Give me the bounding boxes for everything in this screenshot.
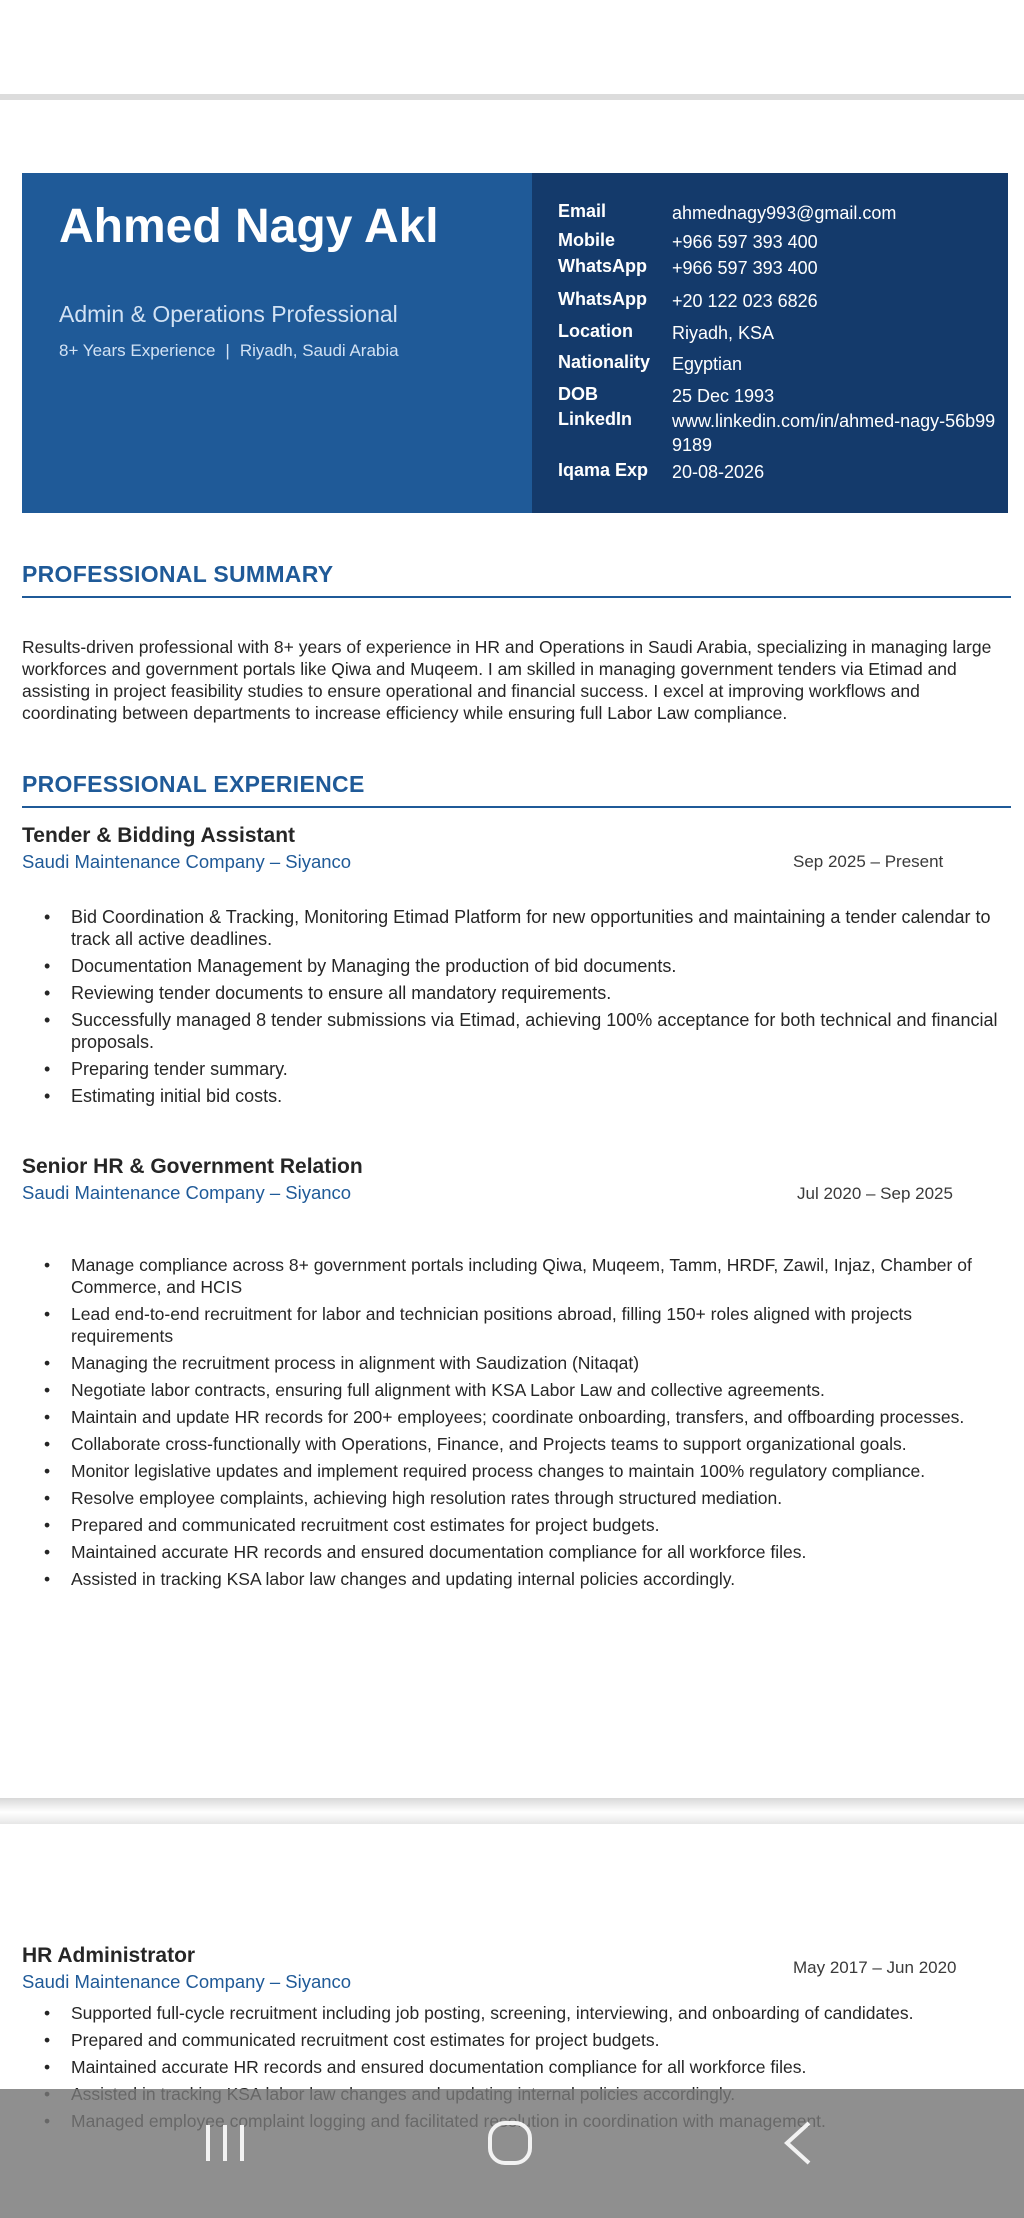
contact-panel	[532, 173, 1008, 513]
contact-label: Email	[558, 201, 607, 221]
recent-apps-button[interactable]	[190, 2111, 260, 2171]
header-left-panel	[22, 173, 532, 513]
job-title: Senior HR & Government Relation	[22, 1155, 363, 1178]
contact-label: Iqama Exp	[558, 460, 649, 480]
contact-label: WhatsApp	[558, 289, 647, 309]
list-item: • Prepared and communicated recruitment cost estimates for project budgets.	[22, 2029, 1002, 2051]
list-item: • Estimating initial bid costs.	[22, 1085, 1002, 1107]
job-bullets	[22, 1254, 1002, 1595]
list-item: • Preparing tender summary.	[22, 1058, 1002, 1080]
job-bullets	[22, 906, 1002, 1112]
candidate-name: Ahmed Nagy Akl	[59, 200, 439, 253]
home-icon	[475, 2111, 545, 2171]
back-button[interactable]	[765, 2111, 835, 2171]
contact-label: LinkedIn	[558, 409, 633, 429]
job-company: Saudi Maintenance Company – Siyanco	[22, 851, 352, 872]
nationality-value: Egyptian	[672, 354, 743, 374]
job-title: HR Administrator	[22, 1944, 196, 1967]
experience-heading: PROFESSIONAL EXPERIENCE	[22, 771, 365, 797]
job-dates: May 2017 – Jun 2020	[793, 1958, 957, 1977]
list-item: • Manage compliance across 8+ government portals including Qiwa, Muqeem, Tamm, HRDF, Zawil, Injaz, Chamber of Commerce, and HCIS	[22, 1254, 1002, 1298]
list-item: • Bid Coordination & Tracking, Monitoring Etimad Platform for new opportunities and maintaining a tender calendar to track all active deadlines.	[22, 906, 1002, 950]
contact-label: Mobile	[558, 230, 615, 250]
experience-years: 8+ Years Experience	[59, 341, 216, 360]
contact-label: DOB	[558, 384, 598, 404]
list-item: • Supported full-cycle recruitment including job posting, screening, interviewing, and onboarding of candidates.	[22, 2002, 1002, 2024]
location-value: Riyadh, KSA	[672, 323, 775, 343]
recent-apps-icon	[190, 2111, 260, 2171]
linkedin-link[interactable]: www.linkedin.com/in/ahmed-nagy-56b999189	[672, 411, 996, 455]
home-button[interactable]	[475, 2111, 545, 2171]
job-dates: Sep 2025 – Present	[793, 852, 944, 871]
summary-rule	[22, 596, 1011, 598]
list-item: • Managing the recruitment process in alignment with Saudization (Nitaqat)	[22, 1352, 1002, 1374]
job-dates: Jul 2020 – Sep 2025	[797, 1184, 953, 1203]
page-break-divider	[0, 1798, 1024, 1824]
dob-value: 25 Dec 1993	[672, 386, 775, 406]
job-title: Tender & Bidding Assistant	[22, 824, 296, 847]
contact-label: Nationality	[558, 352, 651, 372]
list-item: • Assisted in tracking KSA labor law changes and updating internal policies accordingly.	[22, 1568, 1002, 1590]
whatsapp-eg-value[interactable]: +20 122 023 6826	[672, 291, 818, 311]
list-item: • Monitor legislative updates and implement required process changes to maintain 100% regulatory compliance.	[22, 1460, 1002, 1482]
list-item: • Maintain and update HR records for 200+ employees; coordinate onboarding, transfers, and offboarding processes.	[22, 1406, 1002, 1428]
page-top-divider	[0, 94, 1024, 100]
job-company: Saudi Maintenance Company – Siyanco	[22, 1971, 352, 1992]
candidate-meta	[59, 341, 399, 361]
job-company: Saudi Maintenance Company – Siyanco	[22, 1182, 352, 1203]
list-item: • Maintained accurate HR records and ensured documentation compliance for all workforce files.	[22, 2056, 1002, 2078]
list-item: • Successfully managed 8 tender submissions via Etimad, achieving 100% acceptance for both technical and financial proposals.	[22, 1009, 1002, 1053]
contact-label: Location	[558, 321, 633, 341]
summary-text: Results-driven professional with 8+ years of experience in HR and Operations in Saudi Arabia, specializing in managing large workforces and government portals like Qiwa and Muqeem. I am skilled in managing government tenders via Etimad and assisting in project feasibility studies to ensure operational and financial success. I excel at improving workflows and coordinating between departments to increase efficiency while ensuring full Labor Law compliance.	[22, 637, 992, 723]
list-item: • Maintained accurate HR records and ensured documentation compliance for all workforce files.	[22, 1541, 1002, 1563]
back-icon	[765, 2111, 835, 2171]
candidate-city: Riyadh, Saudi Arabia	[239, 341, 399, 360]
list-item: • Negotiate labor contracts, ensuring full alignment with KSA Labor Law and collective agreements.	[22, 1379, 1002, 1401]
list-item: • Lead end-to-end recruitment for labor and technician positions abroad, filling 150+ roles aligned with projects requirements	[22, 1303, 1002, 1347]
list-item: • Prepared and communicated recruitment cost estimates for project budgets.	[22, 1514, 1002, 1536]
whatsapp-ksa-value[interactable]: +966 597 393 400	[672, 258, 818, 278]
mobile-value[interactable]: +966 597 393 400	[672, 232, 818, 252]
list-item: • Collaborate cross-functionally with Operations, Finance, and Projects teams to support organizational goals.	[22, 1433, 1002, 1455]
list-item: • Resolve employee complaints, achieving high resolution rates through structured mediation.	[22, 1487, 1002, 1509]
list-item: • Reviewing tender documents to ensure all mandatory requirements.	[22, 982, 1002, 1004]
candidate-role: Admin & Operations Professional	[59, 301, 398, 327]
iqama-value: 20-08-2026	[672, 462, 765, 482]
system-navigation-bar	[0, 2089, 1024, 2218]
resume-header	[22, 173, 1008, 513]
contact-label: WhatsApp	[558, 256, 647, 276]
list-item: • Documentation Management by Managing the production of bid documents.	[22, 955, 1002, 977]
meta-separator: |	[225, 341, 230, 360]
email-value[interactable]: ahmednagy993@gmail.com	[672, 203, 897, 223]
summary-heading: PROFESSIONAL SUMMARY	[22, 561, 334, 587]
experience-rule	[22, 806, 1011, 808]
